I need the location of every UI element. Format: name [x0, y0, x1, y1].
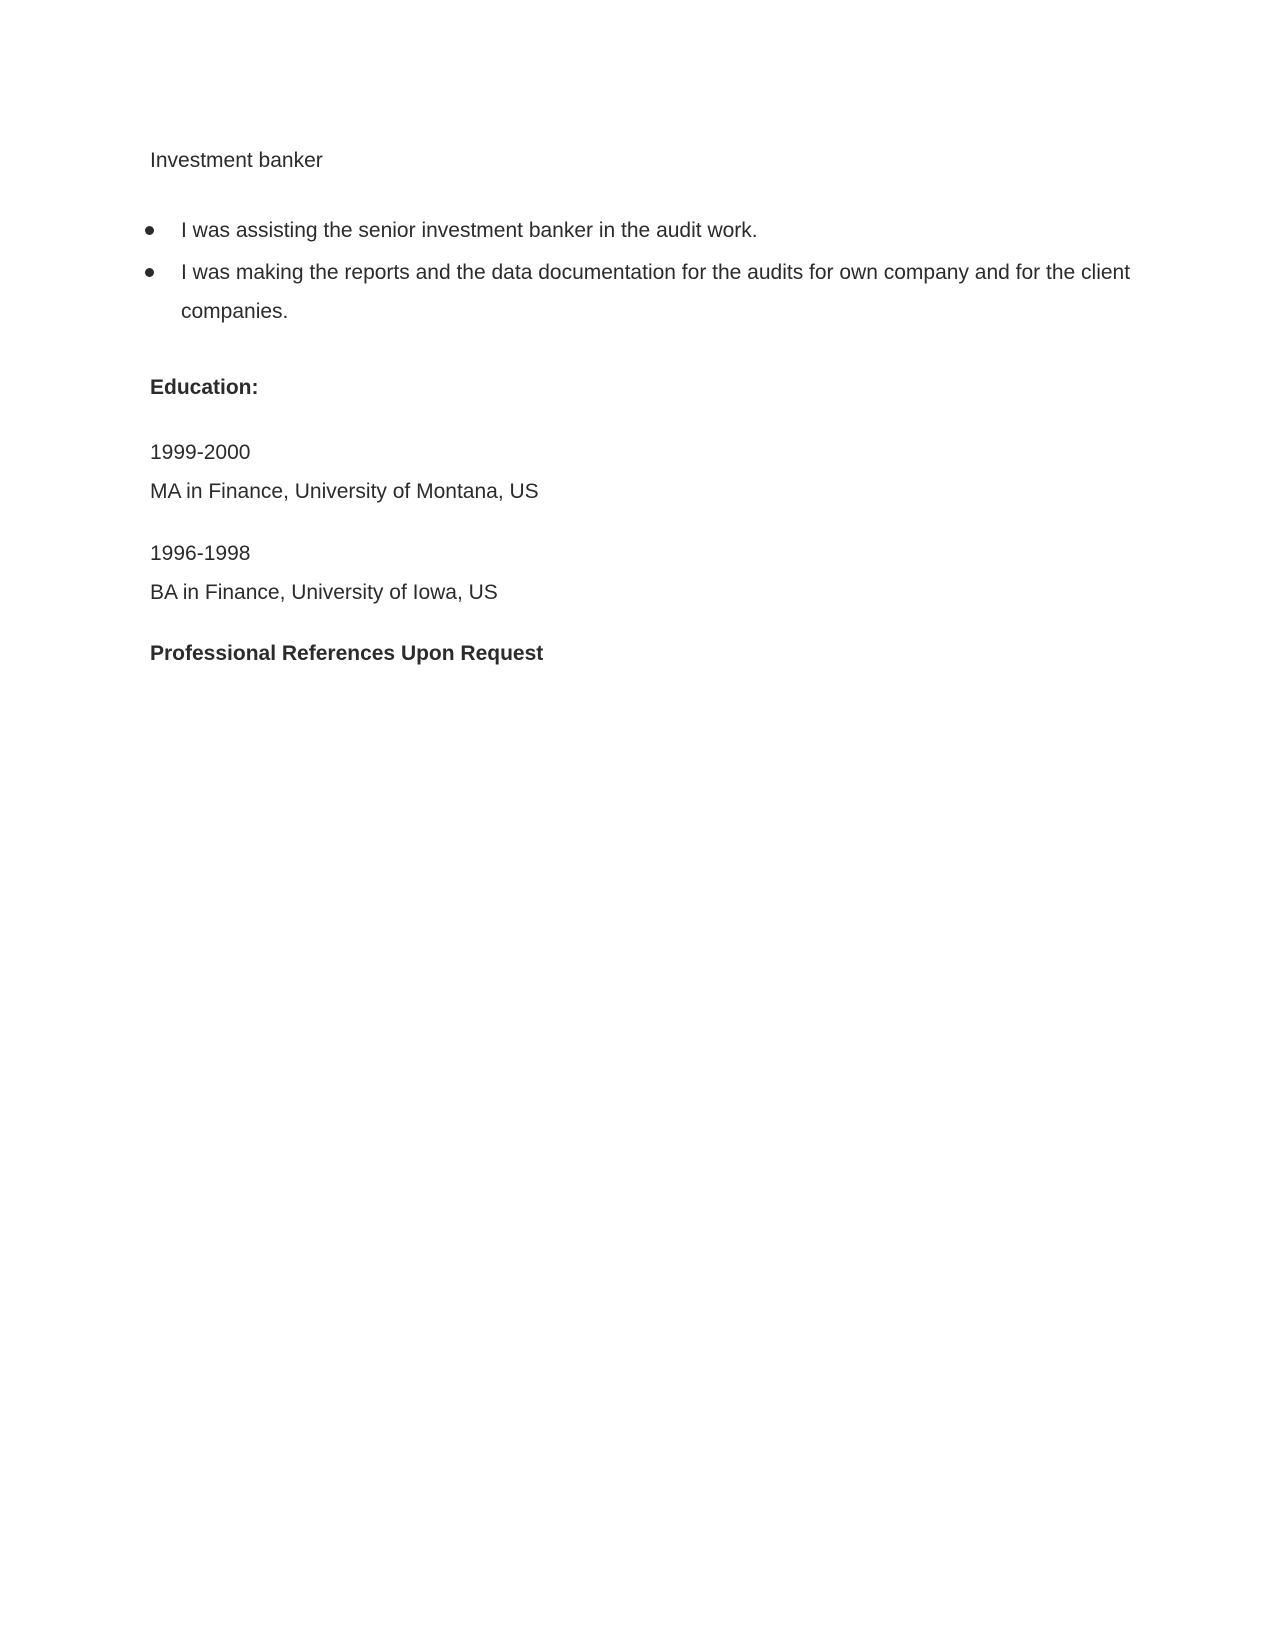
list-item: [150, 211, 1150, 250]
references-note: Professional References Upon Request: [150, 642, 544, 665]
education-degree: BA in Finance, University of Iowa, US: [150, 581, 498, 604]
job-title: Investment banker: [150, 149, 323, 172]
duty-text: I was assisting the senior investment banker in the audit work.: [181, 219, 758, 242]
job-duties-list: [150, 211, 1150, 331]
education-years: 1999-2000: [150, 441, 251, 464]
duty-text: I was making the reports and the data documentation for the audits for own company and for the client companies.: [181, 261, 1131, 323]
education-heading: Education:: [150, 376, 259, 399]
bullet-icon: [145, 268, 154, 277]
education-degree: MA in Finance, University of Montana, US: [150, 480, 539, 503]
education-years: 1996-1998: [150, 542, 251, 565]
list-item: [150, 253, 1150, 331]
bullet-icon: [145, 226, 154, 235]
